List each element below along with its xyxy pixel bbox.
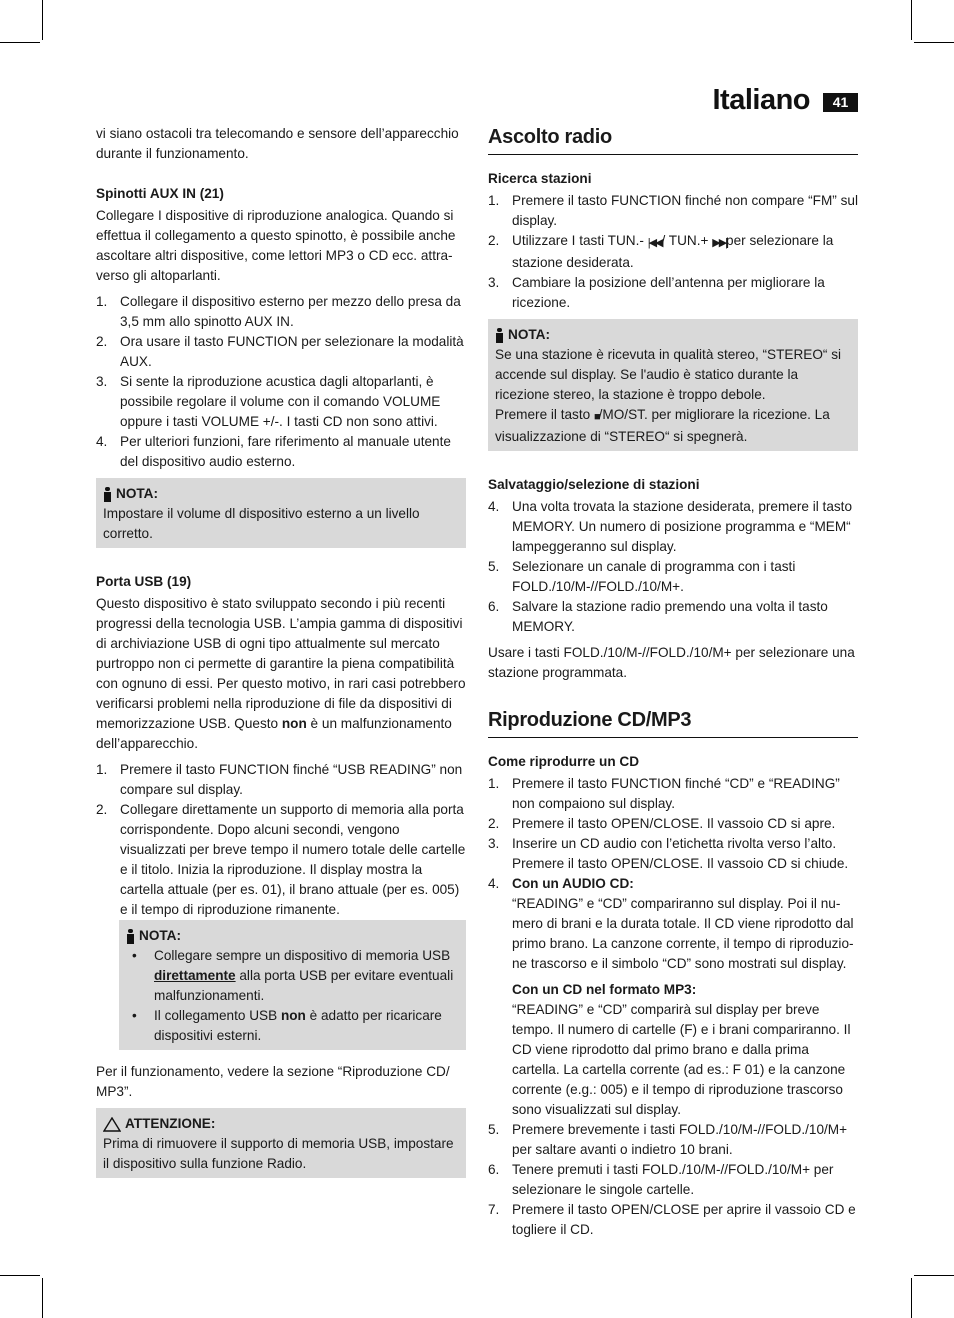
info-icon	[495, 328, 504, 343]
previous-track-icon: |◀◀	[647, 237, 662, 249]
usb-note-bullets	[126, 946, 459, 1046]
note-text: Se una stazione è ricevuta in qualità stereo, “STEREO“ si accende sul display. Se l'audio è statico durante la ricezione stereo, la stazione è troppo debole.	[495, 347, 842, 402]
info-icon	[103, 487, 112, 502]
radio-memory-after: Usare i tasti FOLD./10/M-//FOLD./10/M+ per selezionare una stazione programmata.	[488, 645, 855, 680]
radio-heading: Ascolto radio	[488, 124, 858, 155]
crop-mark	[42, 1278, 43, 1318]
page-number: 41	[823, 93, 858, 112]
warning-text: Prima di rimuovere il supporto di memoria USB, impostare il dispositivo sulla funzione Radio.	[103, 1136, 454, 1171]
note-text: Premere il tasto ■/MO/ST. per migliorare la ricezione. La visualizzazione di “STEREO“ si spegnerà.	[495, 407, 830, 444]
list-item: 3. Inserire un CD audio con l’etichetta rivolta verso l’alto. Premere il tasto OPEN/CLOSE. Il vassoio CD si chiude.	[488, 836, 849, 871]
list-item: 2. Ora usare il tasto FUNCTION per selezionare la modalità AUX.	[96, 334, 464, 369]
list-item: 1. Premere il tasto FUNCTION finché non compare “FM” sul display.	[488, 193, 858, 228]
cd-heading: Riproduzione CD/MP3	[488, 707, 858, 738]
aux-paragraph: Collegare I dispositive di riproduzione analogica. Quando si effettua il collegamento a questo spinotto, è possibile anche ascoltare altri dispositive, come lettori MP3 o CD ecc. attra-verso gli altoparlanti.	[96, 208, 456, 283]
list-item: 2. Premere il tasto OPEN/CLOSE. Il vassoio CD si apre.	[488, 816, 836, 831]
usb-steps	[96, 760, 466, 920]
crop-mark	[911, 1278, 912, 1318]
cd-subheading: Come riprodurre un CD	[488, 754, 640, 769]
page-title: Italiano	[712, 84, 810, 116]
warning-label: ATTENZIONE:	[125, 1116, 216, 1131]
list-item: 4. Una volta trovata la stazione desiderata, premere il tasto MEMORY. Un numero di posizione programma e “MEM“ lampeggeranno sul display.	[488, 499, 853, 554]
list-item: 1. Premere il tasto FUNCTION finché “CD” e “READING” non compaiono sul display.	[488, 776, 840, 811]
stop-band-icon: ■	[593, 411, 599, 423]
crop-mark	[42, 0, 43, 40]
usb-warning	[96, 1108, 466, 1178]
next-track-icon: ▶▶|	[712, 237, 727, 249]
list-item: 1. Premere il tasto FUNCTION finché “USB READING” non compare sul display.	[96, 762, 463, 797]
radio-memory-heading: Salvataggio/selezione di stazioni	[488, 477, 700, 492]
info-icon	[126, 929, 135, 944]
usb-after-text: Per il funzionamento, vedere la sezione “Riproduzione CD/ MP3”.	[96, 1064, 450, 1099]
list-item: 1. Collegare il dispositivo esterno per mezzo dello presa da 3,5 mm allo spinotto AUX IN.	[96, 294, 461, 329]
crop-mark	[0, 42, 40, 43]
note-label: NOTA:	[139, 928, 182, 943]
list-item: 6. Salvare la stazione radio premendo una volta il tasto MEMORY.	[488, 599, 828, 634]
aux-note	[96, 478, 466, 548]
list-item: 5. Premere brevemente i tasti FOLD./10/M-//FOLD./10/M+ per saltare avanti o indietro 10 brani.	[488, 1122, 848, 1157]
crop-mark	[0, 1275, 40, 1276]
list-item: 2. Collegare direttamente un supporto di memoria alla porta corrispondente. Dopo alcuni secondi, vengono visualizzati per breve tempo il numero totale delle cartelle e il titolo. Inizia la riproduzione. Il display mostra la cartella attuale (per es. 01), il brano attuale (per es. 005) e il tempo di riproduzione rimanente.	[96, 802, 466, 917]
list-item: • Il collegamento USB non è adatto per ricaricare dispositivi esterni.	[132, 1008, 442, 1043]
note-label: NOTA:	[508, 327, 551, 342]
aux-steps	[96, 292, 466, 472]
cd-steps	[488, 774, 858, 1240]
list-item: 7. Premere il tasto OPEN/CLOSE per aprire il vassoio CD e togliere il CD.	[488, 1202, 856, 1237]
note-text: Impostare il volume dl dispositivo esterno a un livello corretto.	[103, 506, 420, 541]
list-item: 4. Per ulteriori funzioni, fare riferimento al manuale utente del dispositivo audio esterno.	[96, 434, 451, 469]
note-label: NOTA:	[116, 486, 159, 501]
intro-paragraph: vi siano ostacoli tra telecomando e sensore dell’apparecchio durante il funzionamento.	[96, 126, 459, 161]
list-item: 3. Cambiare la posizione dell’antenna per migliorare la ricezione.	[488, 275, 825, 310]
list-item: 6. Tenere premuti i tasti FOLD./10/M-//FOLD./10/M+ per selezionare le singole cartelle.	[488, 1162, 834, 1197]
right-column	[488, 124, 858, 1240]
list-item: 5. Selezionare un canale di programma con i tasti FOLD./10/M-//FOLD./10/M+.	[488, 559, 796, 594]
radio-note	[488, 319, 858, 451]
crop-mark	[911, 0, 912, 40]
radio-search-heading: Ricerca stazioni	[488, 171, 592, 186]
radio-memory-steps	[488, 497, 858, 637]
list-item: 4. Con un AUDIO CD: “READING” e “CD” compariranno sul display. Poi il nu-mero di brani e la durata totale. Il CD viene riprodotto dal primo brano. La canzone corrente, il tempo di riproduzio-ne trascorso e il simbolo “CD” sono mostrati sul display. Con un CD nel formato MP3: “READING” e “CD” comparirà sul display per breve tempo. Il numero di cartelle (F) e i brani compariranno. Il CD viene riprodotto dal primo brano e dalla prima cartella. La cartella corrente (ad es.: F 01) e la canzone corrente (e.g.: 005) e il tempo di riproduzione trascorso sono visualizzati sul display.	[488, 876, 854, 1117]
crop-mark	[914, 1275, 954, 1276]
aux-heading: Spinotti AUX IN (21)	[96, 186, 224, 201]
radio-search-steps	[488, 191, 858, 313]
usb-note	[119, 920, 466, 1050]
list-item: 3. Si sente la riproduzione acustica dagli altoparlanti, è possibile regolare il volume con il comando VOLUME oppure i tasti VOLUME +/-. I tasti CD non sono attivi.	[96, 374, 441, 429]
crop-mark	[914, 42, 954, 43]
usb-paragraph: Questo dispositivo è stato sviluppato secondo i più recenti progressi della tecnologia USB. L’ampia gamma di dispositivi di archiviazione USB di ogni tipo attualmente sul mercato purtroppo non ci permette di garantire la piena compatibilità con ognuno di essi. Per questo motivo, in rari casi potrebbero verificarsi problemi nella riproduzione di file da dispositivi di memorizzazione USB. Questo non è un malfunzionamento dell’apparecchio.	[96, 596, 466, 751]
usb-heading: Porta USB (19)	[96, 574, 192, 589]
warning-icon	[103, 1117, 121, 1132]
list-item: • Collegare sempre un dispositivo di memoria USB direttamente alla porta USB per evitare eventuali malfunzionamenti.	[132, 948, 454, 1003]
list-item: 2. Utilizzare I tasti TUN.- |◀◀/ TUN.+ ▶▶|per selezionare la stazione desiderata.	[488, 233, 834, 270]
left-column	[96, 124, 466, 1178]
